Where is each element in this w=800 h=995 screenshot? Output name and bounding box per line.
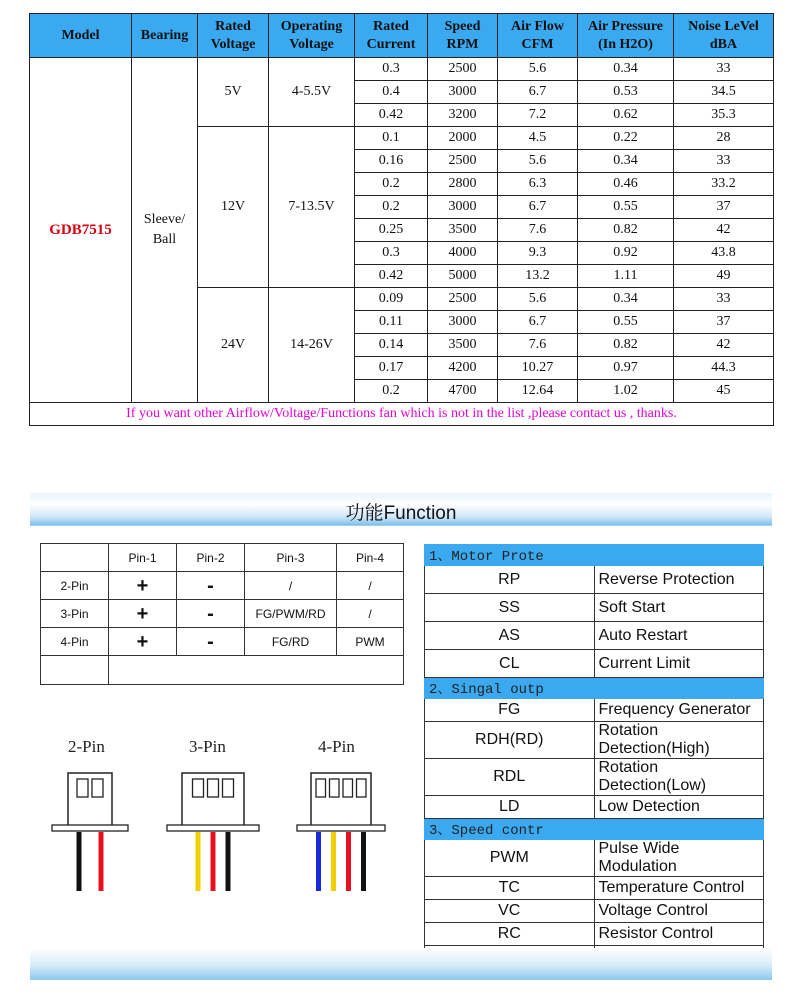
noise-level-cell: 35.3: [674, 104, 774, 127]
pin-function-cell: /: [337, 572, 404, 600]
air-pressure-cell: 0.34: [578, 150, 674, 173]
function-description: Voltage Control: [594, 900, 764, 923]
header-bearing: Bearing: [132, 14, 198, 58]
air-flow-cell: 7.2: [498, 104, 578, 127]
pin-header-cell: Pin-4: [337, 544, 404, 572]
pin-blank-cell: [109, 656, 404, 685]
pin-row: [41, 572, 404, 600]
connector-base: [297, 825, 385, 831]
rated-voltage-cell: 24V: [198, 288, 269, 403]
noise-level-cell: 37: [674, 196, 774, 219]
air-pressure-cell: 0.55: [578, 311, 674, 334]
noise-level-cell: 28: [674, 127, 774, 150]
function-code: LD: [425, 796, 595, 819]
noise-level-cell: 43.8: [674, 242, 774, 265]
bearing-cell: Sleeve/ Ball: [132, 58, 198, 403]
pin-header-cell: [41, 544, 109, 572]
air-pressure-cell: 0.34: [578, 288, 674, 311]
function-code: AS: [425, 622, 595, 650]
function-code: SS: [425, 594, 595, 622]
pin-function-cell: PWM: [337, 628, 404, 656]
connector-slot: [316, 779, 326, 797]
air-pressure-cell: 0.82: [578, 334, 674, 357]
function-code: VC: [425, 900, 595, 923]
function-section-title: 2、Singal outp: [425, 678, 764, 699]
pin-function-cell: /: [337, 600, 404, 628]
operating-voltage-cell: 14-26V: [269, 288, 355, 403]
speed-cell: 4700: [428, 380, 498, 403]
rated-current-cell: 0.4: [355, 81, 428, 104]
noise-level-cell: 37: [674, 311, 774, 334]
speed-cell: 2500: [428, 288, 498, 311]
function-description: Frequency Generator: [594, 699, 764, 722]
function-description: Pulse Wide Modulation: [594, 840, 764, 877]
spec-body: [30, 58, 774, 426]
operating-voltage-cell: 7-13.5V: [269, 127, 355, 288]
air-flow-cell: 7.6: [498, 219, 578, 242]
noise-level-cell: 33: [674, 58, 774, 81]
connector-2pin-drawing: [20, 765, 160, 895]
air-pressure-cell: 0.22: [578, 127, 674, 150]
air-flow-cell: 6.3: [498, 173, 578, 196]
connector-slot: [330, 779, 340, 797]
function-description: Rotation Detection(High): [594, 722, 764, 759]
pin-function-cell: +: [109, 572, 177, 600]
pin-function-cell: FG/RD: [245, 628, 337, 656]
speed-cell: 3500: [428, 334, 498, 357]
speed-cell: 2500: [428, 150, 498, 173]
connector-base: [52, 825, 128, 831]
air-flow-cell: 6.7: [498, 196, 578, 219]
speed-cell: 2000: [428, 127, 498, 150]
speed-cell: 3000: [428, 196, 498, 219]
function-table: [424, 544, 764, 969]
rated-current-cell: 0.3: [355, 242, 428, 265]
air-pressure-cell: 1.11: [578, 265, 674, 288]
connector-slot: [77, 779, 88, 797]
air-flow-cell: 13.2: [498, 265, 578, 288]
function-code: RDL: [425, 759, 595, 796]
function-row: [425, 877, 764, 900]
rated-current-cell: 0.17: [355, 357, 428, 380]
function-description: Rotation Detection(Low): [594, 759, 764, 796]
air-flow-cell: 7.6: [498, 334, 578, 357]
pin-header-cell: Pin-1: [109, 544, 177, 572]
function-row: [425, 566, 764, 594]
speed-cell: 4000: [428, 242, 498, 265]
spec-header-row: [30, 14, 774, 58]
noise-level-cell: 42: [674, 334, 774, 357]
function-code: CL: [425, 650, 595, 678]
rated-voltage-cell: 5V: [198, 58, 269, 127]
air-flow-cell: 6.7: [498, 311, 578, 334]
rated-current-cell: 0.2: [355, 196, 428, 219]
connector-3pin-drawing: [143, 765, 283, 895]
air-pressure-cell: 0.97: [578, 357, 674, 380]
function-description: Reverse Protection: [594, 566, 764, 594]
function-section-header: [425, 545, 764, 566]
pin-table: [40, 543, 404, 685]
noise-level-cell: 49: [674, 265, 774, 288]
header-operating-voltage: Operating Voltage: [269, 14, 355, 58]
connector-slot: [343, 779, 353, 797]
spec-table: [29, 13, 774, 426]
air-flow-cell: 9.3: [498, 242, 578, 265]
function-section-header: [425, 819, 764, 840]
contact-note: If you want other Airflow/Voltage/Functions fan which is not in the list ,please contact us , thanks.: [30, 403, 774, 426]
pin-blank-row: [41, 656, 404, 685]
pin-header-row: [41, 544, 404, 572]
speed-cell: 2500: [428, 58, 498, 81]
pin-function-cell: -: [177, 600, 245, 628]
function-banner: [30, 493, 772, 526]
connector-slot: [193, 779, 204, 797]
header-rated-voltage: Rated Voltage: [198, 14, 269, 58]
connector-label: 3-Pin: [189, 737, 226, 756]
air-pressure-cell: 0.62: [578, 104, 674, 127]
speed-cell: 3000: [428, 81, 498, 104]
air-pressure-cell: 0.55: [578, 196, 674, 219]
connector-slot: [208, 779, 219, 797]
air-flow-cell: 6.7: [498, 81, 578, 104]
function-code: RP: [425, 566, 595, 594]
connector-base: [167, 825, 259, 831]
air-flow-cell: 5.6: [498, 288, 578, 311]
function-description: Auto Restart: [594, 622, 764, 650]
rated-current-cell: 0.11: [355, 311, 428, 334]
noise-level-cell: 33: [674, 150, 774, 173]
air-flow-cell: 10.27: [498, 357, 578, 380]
function-section-title: 3、Speed contr: [425, 819, 764, 840]
rated-current-cell: 0.14: [355, 334, 428, 357]
connector-slot: [357, 779, 367, 797]
function-description: Low Detection: [594, 796, 764, 819]
air-flow-cell: 5.6: [498, 150, 578, 173]
function-description: Soft Start: [594, 594, 764, 622]
pin-type-cell: 2-Pin: [41, 572, 109, 600]
model-cell: GDB7515: [30, 58, 132, 403]
function-row: [425, 840, 764, 877]
function-code: RC: [425, 923, 595, 946]
air-flow-cell: 4.5: [498, 127, 578, 150]
connector-label: 4-Pin: [318, 737, 355, 756]
function-description: Resistor Control: [594, 923, 764, 946]
pin-type-cell: 4-Pin: [41, 628, 109, 656]
spec-row: [30, 58, 774, 81]
connector-housing: [68, 773, 112, 828]
pin-function-cell: +: [109, 600, 177, 628]
function-row: [425, 622, 764, 650]
function-description: Current Limit: [594, 650, 764, 678]
pin-header-cell: Pin-3: [245, 544, 337, 572]
speed-cell: 4200: [428, 357, 498, 380]
function-banner-title: 功能Function: [345, 503, 457, 524]
speed-cell: 3000: [428, 311, 498, 334]
bottom-decor-band: [30, 948, 772, 980]
connector-slot: [92, 779, 103, 797]
function-code: FG: [425, 699, 595, 722]
rated-current-cell: 0.42: [355, 104, 428, 127]
function-row: [425, 722, 764, 759]
speed-cell: 2800: [428, 173, 498, 196]
rated-voltage-cell: 12V: [198, 127, 269, 288]
header-noise-level: Noise LeVel dBA: [674, 14, 774, 58]
function-code: TC: [425, 877, 595, 900]
speed-cell: 3500: [428, 219, 498, 242]
air-pressure-cell: 1.02: [578, 380, 674, 403]
air-pressure-cell: 0.53: [578, 81, 674, 104]
pin-function-cell: FG/PWM/RD: [245, 600, 337, 628]
pin-table-body: [41, 544, 404, 685]
pin-function-cell: -: [177, 572, 245, 600]
function-row: [425, 759, 764, 796]
connector-slot: [223, 779, 234, 797]
air-pressure-cell: 0.92: [578, 242, 674, 265]
air-flow-cell: 5.6: [498, 58, 578, 81]
function-section-title: 1、Motor Prote: [425, 545, 764, 566]
connector-label: 2-Pin: [68, 737, 105, 756]
noise-level-cell: 33: [674, 288, 774, 311]
connector-4pin-drawing: [271, 765, 411, 895]
operating-voltage-cell: 4-5.5V: [269, 58, 355, 127]
noise-level-cell: 33.2: [674, 173, 774, 196]
header-rated-current: Rated Current: [355, 14, 428, 58]
rated-current-cell: 0.42: [355, 265, 428, 288]
pin-function-cell: /: [245, 572, 337, 600]
function-code: RDH(RD): [425, 722, 595, 759]
air-pressure-cell: 0.34: [578, 58, 674, 81]
header-air-pressure: Air Pressure (In H2O): [578, 14, 674, 58]
rated-current-cell: 0.09: [355, 288, 428, 311]
function-row: [425, 650, 764, 678]
noise-level-cell: 44.3: [674, 357, 774, 380]
pin-row: [41, 628, 404, 656]
function-description: Temperature Control: [594, 877, 764, 900]
noise-level-cell: 45: [674, 380, 774, 403]
pin-function-cell: -: [177, 628, 245, 656]
pin-header-cell: Pin-2: [177, 544, 245, 572]
function-row: [425, 594, 764, 622]
rated-current-cell: 0.25: [355, 219, 428, 242]
noise-level-cell: 34.5: [674, 81, 774, 104]
air-flow-cell: 12.64: [498, 380, 578, 403]
noise-level-cell: 42: [674, 219, 774, 242]
function-section-header: [425, 678, 764, 699]
air-pressure-cell: 0.46: [578, 173, 674, 196]
function-row: [425, 923, 764, 946]
rated-current-cell: 0.3: [355, 58, 428, 81]
air-pressure-cell: 0.82: [578, 219, 674, 242]
pin-blank-cell: [41, 656, 109, 685]
function-table-body: [425, 545, 764, 969]
speed-cell: 5000: [428, 265, 498, 288]
function-row: [425, 900, 764, 923]
header-speed: Speed RPM: [428, 14, 498, 58]
note-row: [30, 403, 774, 426]
function-code: PWM: [425, 840, 595, 877]
rated-current-cell: 0.2: [355, 380, 428, 403]
function-row: [425, 796, 764, 819]
function-row: [425, 699, 764, 722]
header-air-flow: Air Flow CFM: [498, 14, 578, 58]
rated-current-cell: 0.16: [355, 150, 428, 173]
header-model: Model: [30, 14, 132, 58]
speed-cell: 3200: [428, 104, 498, 127]
pin-type-cell: 3-Pin: [41, 600, 109, 628]
rated-current-cell: 0.2: [355, 173, 428, 196]
rated-current-cell: 0.1: [355, 127, 428, 150]
pin-row: [41, 600, 404, 628]
pin-function-cell: +: [109, 628, 177, 656]
